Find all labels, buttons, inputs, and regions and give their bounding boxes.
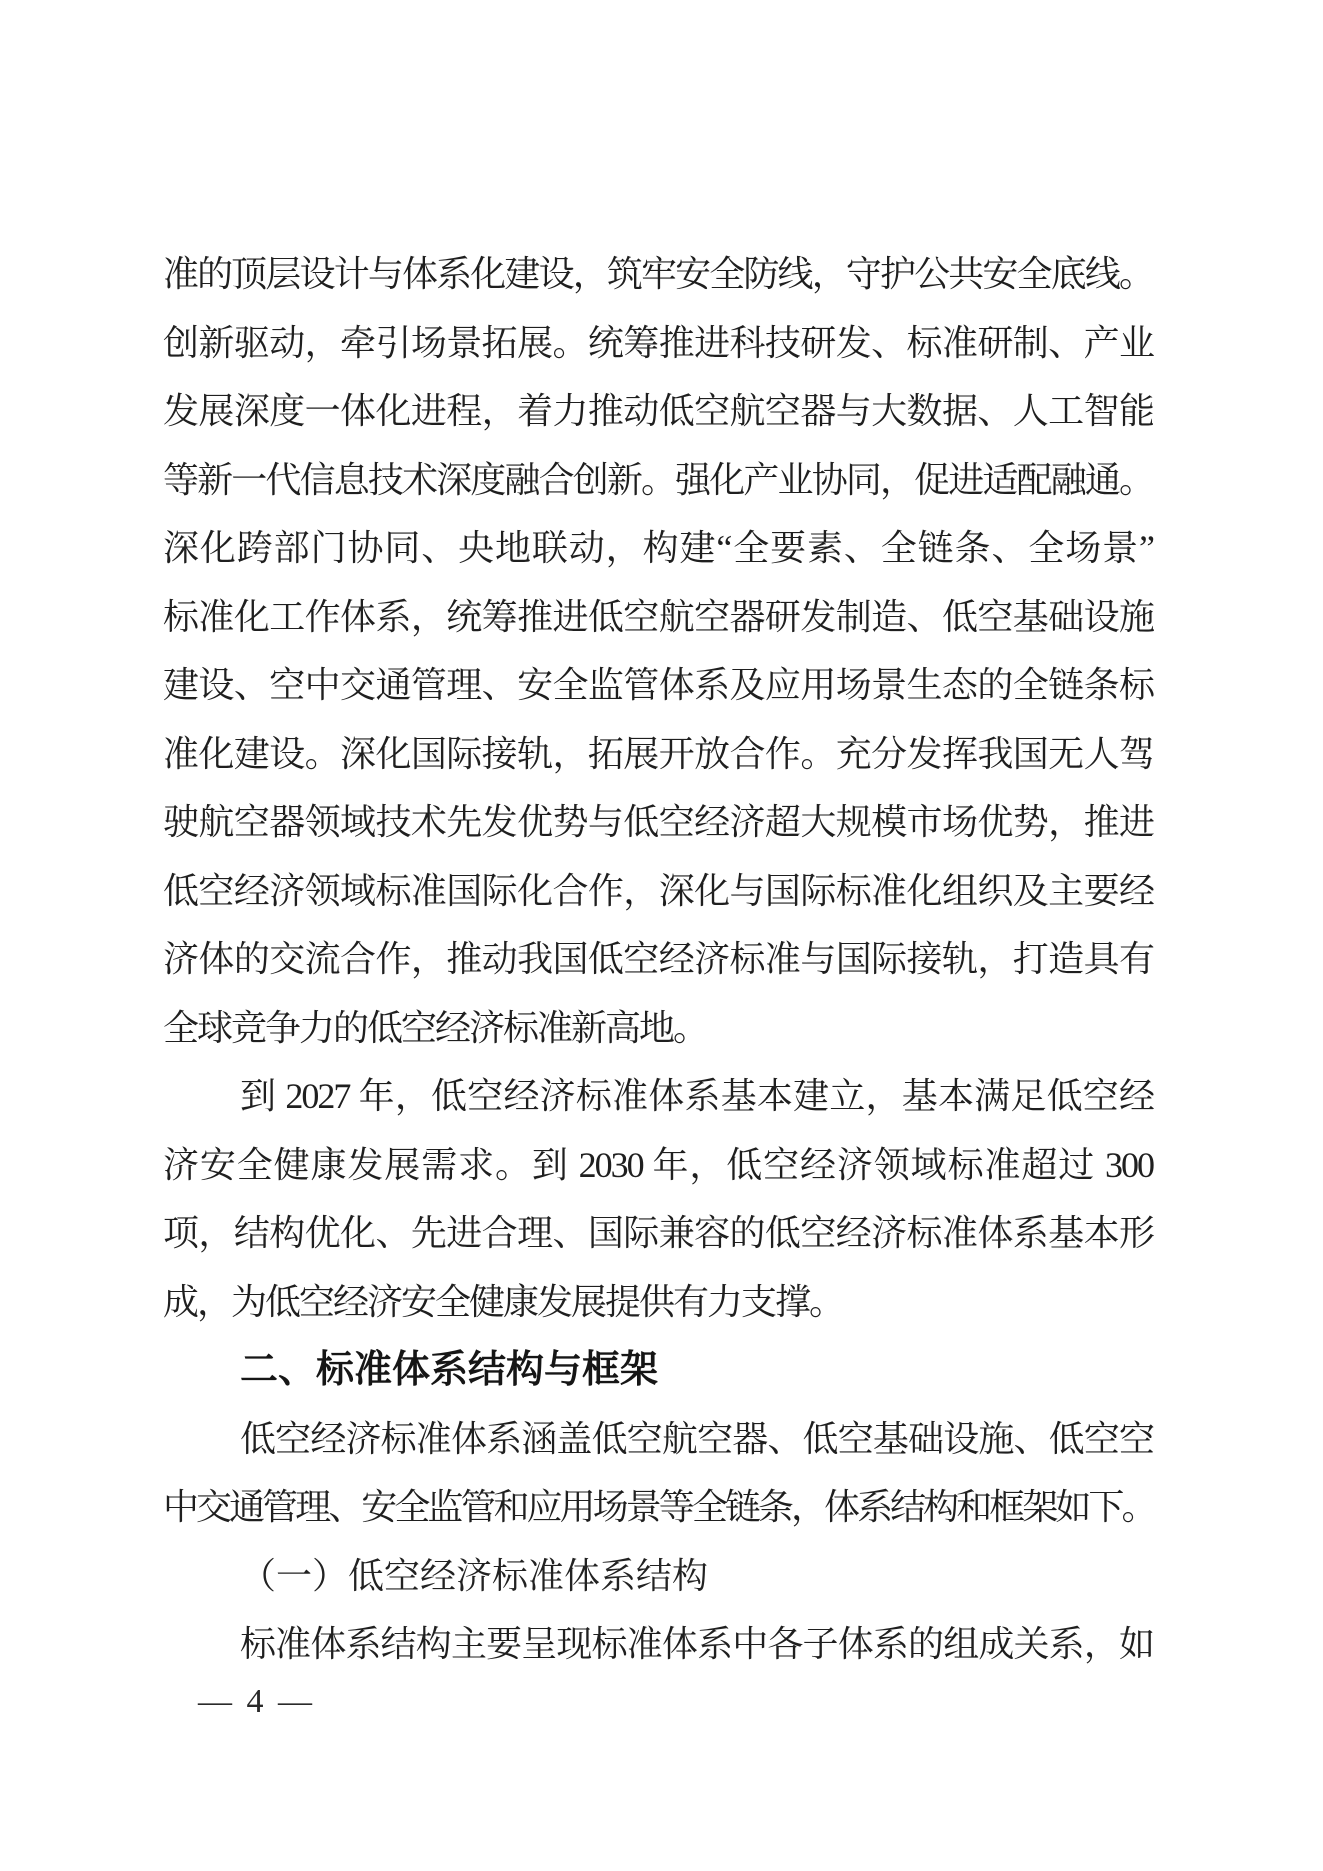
body-line: 发展深度一体化进程，着力推动低空航空器与大数据、人工智能: [163, 391, 1153, 431]
body-line: 济体的交流合作，推动我国低空经济标准与国际接轨，打造具有: [163, 939, 1153, 979]
body-text-block: [163, 240, 1153, 1679]
body-line: 创新驱动，牵引场景拓展。统筹推进科技研发、标准研制、产业: [163, 322, 1153, 363]
paragraph-last-line: 成，为低空经济安全健康发展提供有力支撑。: [163, 1281, 844, 1322]
body-line: 中交通管理、安全监管和应用场景等全链条，体系结构和框架如下。: [163, 1487, 1153, 1527]
body-line: 等新一代信息技术深度融合创新。强化产业协同，促进适配融通。: [163, 459, 1153, 500]
section-heading: 二、标准体系结构与框架: [240, 1349, 659, 1391]
paragraph-first-line: 低空经济标准体系涵盖低空航空器、低空基础设施、低空空: [240, 1418, 1153, 1459]
body-line: 深化跨部门协同、央地联动，构建“全要素、全链条、全场景”: [163, 528, 1153, 568]
body-line: 建设、空中交通管理、安全监管体系及应用场景生态的全链条标: [163, 665, 1153, 705]
paragraph-first-line: 标准体系结构主要呈现标准体系中各子体系的组成关系，如: [240, 1624, 1153, 1664]
body-line: 项，结构优化、先进合理、国际兼容的低空经济标准体系基本形: [163, 1213, 1153, 1253]
body-line: 准的顶层设计与体系化建设，筑牢安全防线，守护公共安全底线。: [163, 254, 1153, 294]
subsection-heading: （一）低空经济标准体系结构: [240, 1555, 709, 1596]
paragraph-first-line: 到 2027 年，低空经济标准体系基本建立，基本满足低空经: [240, 1076, 1153, 1116]
body-line: 低空经济领域标准国际化合作，深化与国际标准化组织及主要经: [163, 870, 1153, 911]
body-line: 济安全健康发展需求。到 2030 年，低空经济领域标准超过 300: [163, 1144, 1153, 1185]
body-line: 标准化工作体系，统筹推进低空航空器研发制造、低空基础设施: [163, 596, 1153, 637]
page-number-label: — 4 —: [198, 1683, 315, 1720]
body-line: 准化建设。深化国际接轨，拓展开放合作。充分发挥我国无人驾: [163, 733, 1153, 774]
body-line: 驶航空器领域技术先发优势与低空经济超大规模市场优势，推进: [163, 802, 1153, 842]
paragraph-last-line: 全球竞争力的低空经济标准新高地。: [163, 1007, 708, 1048]
